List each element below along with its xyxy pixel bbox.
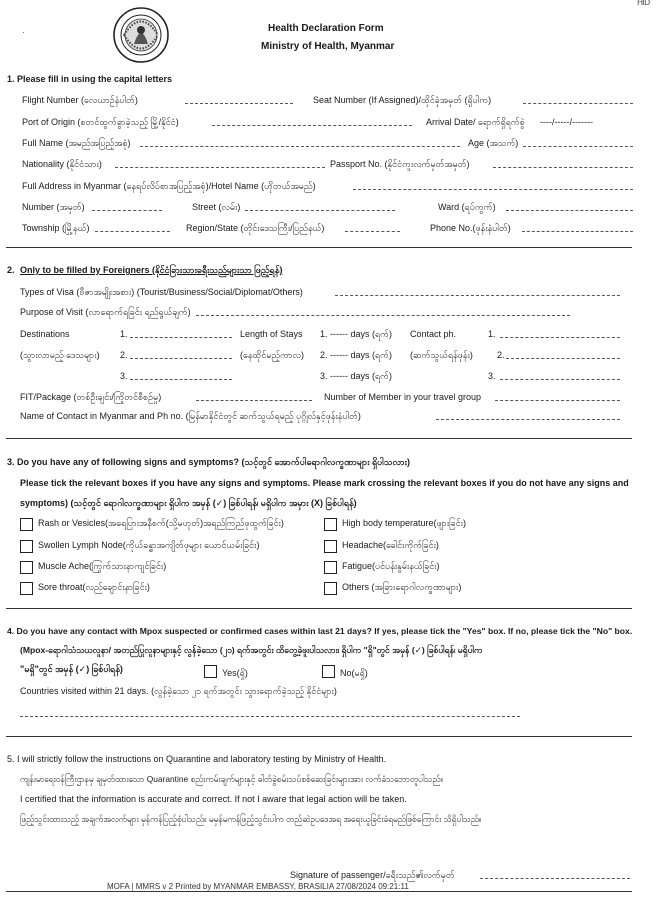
- checkbox-mpox-yes[interactable]: [204, 665, 217, 678]
- section-divider: [6, 736, 632, 737]
- full-name-label: Full Name (အမည်အပြည့်အစုံ): [22, 138, 131, 148]
- checkbox-muscle-ache[interactable]: [20, 561, 33, 574]
- footer-rule: [6, 891, 632, 892]
- section-4-heading: 4. Do you have any contact with Mpox suspected or confirmed cases within last 21 days? If yes, please tick the "Yes" box. If no, please tick the "No" box.: [7, 626, 633, 636]
- section-2-number: 2.: [7, 265, 15, 275]
- age-label: Age (အသက်): [468, 138, 519, 148]
- symptom-label: Swollen Lymph Node(ကိုယ်ခန္ဓာအကျိတ်ဖုများ ယောင်ယမ်းခြင်း): [38, 540, 260, 550]
- corner-mark: ᴴᴵᴰ: [637, 0, 650, 11]
- mpox-yes-label: Yes(ရှိ): [222, 668, 248, 678]
- declaration-line-3: I certified that the information is accurate and correct. If not I aware that legal action will be taken.: [20, 794, 407, 804]
- signature-label: Signature of passenger/ခရီးသည်၏လက်မှတ်: [290, 870, 455, 880]
- phone-no-label: Phone No.(ဖုန်းနံပါတ်): [430, 223, 511, 233]
- seat-number-label: Seat Number (If Assigned)/ထိုင်ခုံအမှတ် (ရှိပါက): [313, 95, 492, 105]
- section-divider: [6, 438, 632, 439]
- arrival-date-field[interactable]: ----/-----/-------: [540, 117, 593, 127]
- township-field[interactable]: [95, 231, 170, 232]
- symptom-label: Headache(ခေါင်းကိုက်ခြင်း): [342, 540, 439, 550]
- contact-2-label: 2.: [497, 350, 505, 360]
- signature-field[interactable]: [480, 878, 630, 879]
- flight-number-field[interactable]: [185, 103, 293, 104]
- destination-3-label: 3.: [120, 371, 128, 381]
- region-state-field[interactable]: [345, 231, 400, 232]
- destinations-label: Destinations: [20, 329, 70, 339]
- symptom-label: Rash or Vesicles(အရေပြားအနီစက်(သို့မဟုတ်)အရည်ကြည်ဖုထွက်ခြင်း): [38, 518, 284, 528]
- contact-2-field[interactable]: [506, 358, 620, 359]
- travel-group-members-field[interactable]: [495, 400, 620, 401]
- arrival-date-label: Arrival Date/ ရောက်ရှိရက်စွဲ: [426, 117, 525, 127]
- symptom-label: Muscle Ache(ကြွက်သားနာကျင်ခြင်း): [38, 561, 167, 571]
- checkbox-swollen-lymph-node[interactable]: [20, 540, 33, 553]
- destination-3-field[interactable]: [130, 379, 232, 380]
- contact-in-myanmar-label: Name of Contact in Myanmar and Ph no. (မြန်မာနိုင်ငံတွင် ဆက်သွယ်ရမည့် ပုဂ္ဂိုလ်နှင့်ဖုန်းနံပါတ်): [20, 411, 361, 421]
- checkbox-headache[interactable]: [324, 540, 337, 553]
- countries-visited-label: Countries visited within 21 days. (လွန်ခဲ့သော ၂၁ ရက်အတွင်း သွားရောက်ခဲ့သည့် နိုင်ငံများ): [20, 686, 337, 696]
- symptom-label: High body temperature(ဖျားခြင်း): [342, 518, 466, 528]
- purpose-of-visit-label: Purpose of Visit (လာရောက်ရခြင်း ရည်ရွယ်ချက်): [20, 307, 191, 317]
- ward-label: Ward (ရပ်ကွက်): [438, 202, 496, 212]
- length-of-stays-mm-label: (နေထိုင်မည့်ကာလ): [240, 350, 305, 360]
- stay-days-3[interactable]: 3. ------ days (ရက်): [320, 371, 392, 381]
- form-title: Health Declaration Form: [268, 23, 384, 34]
- nationality-label: Nationality (နိုင်ငံသား): [22, 159, 102, 169]
- left-mark: ·: [22, 27, 25, 37]
- port-of-origin-label: Port of Origin (စတင်ထွက်ခွာခဲ့သည့် မြို့/နိုင်ငံ): [22, 117, 179, 127]
- ministry-name: Ministry of Health, Myanmar: [261, 41, 395, 52]
- contact-ph-mm-label: (ဆက်သွယ်ရန်ဖုန်း): [410, 350, 473, 360]
- contact-in-myanmar-field[interactable]: [436, 419, 620, 420]
- destination-2-label: 2.: [120, 350, 128, 360]
- fit-package-field[interactable]: [196, 400, 312, 401]
- print-info: MOFA | MMRS v 2 Printed by MYANMAR EMBASSY, BRASILIA 27/08/2024 09:21:11: [107, 882, 409, 891]
- contact-1-field[interactable]: [500, 337, 620, 338]
- number-label: Number (အမှတ်): [22, 202, 85, 212]
- length-of-stays-label: Length of Stays: [240, 329, 303, 339]
- types-of-visa-field[interactable]: [335, 295, 620, 296]
- passport-no-label: Passport No. (နိုင်ငံကူးလက်မှတ်အမှတ်): [330, 159, 470, 169]
- checkbox-high-body-temperature[interactable]: [324, 518, 337, 531]
- full-name-field[interactable]: [140, 146, 460, 147]
- travel-group-members-label: Number of Member in your travel group: [324, 392, 482, 402]
- declaration-line-4: ဖြည့်သွင်းထားသည့် အချက်အလက်များ မှန်ကန်ပြည့်စုံပါသည်။ မမှန်မကန်ဖြည့်သွင်းပါက တည်ဆဲဥပဒေအရ အရေးယူခြင်းခံရမည်ဖြစ်ကြောင်း သိရှိပါသည်။: [20, 814, 482, 824]
- ministry-seal-logo: [112, 6, 170, 64]
- section-divider: [6, 608, 632, 609]
- passport-no-field[interactable]: [493, 167, 633, 168]
- contact-1-label: 1.: [488, 329, 496, 339]
- section-divider: [6, 247, 632, 248]
- mpox-mm-line-1: (Mpox-ရောဂါသံသယလူနာ/ အတည်ပြုလူနာများနှင့် လွန်ခဲ့သော (၂၁) ရက်အတွင်း ထိတွေ့ခဲ့ဖူးပါသလား၊ ရှိပါက "ရှိ"တွင် အမှန် (✓) ခြစ်ပါရန်၊ မရှိပါက: [20, 645, 483, 655]
- declaration-line-1: 5. I will strictly follow the instructions on Quarantine and laboratory testing by Ministry of Health.: [7, 754, 387, 764]
- section-1-heading: 1. Please fill in using the capital letters: [7, 74, 173, 84]
- mpox-mm-line-2: "မရှိ"တွင် အမှန် (✓) ခြစ်ပါရန်): [20, 664, 123, 674]
- countries-visited-field[interactable]: [20, 716, 520, 717]
- phone-no-field[interactable]: [522, 231, 633, 232]
- symptom-label: Fatigue(ပင်ပန်းနွမ်းနယ်ခြင်း): [342, 561, 440, 571]
- contact-ph-label: Contact ph.: [410, 329, 457, 339]
- symptom-label: Sore throat(လည်ချောင်းနာခြင်း): [38, 582, 150, 592]
- street-field[interactable]: [245, 210, 395, 211]
- flight-number-label: Flight Number (လေယာဉ်နံပါတ်): [22, 95, 138, 105]
- declaration-line-2: ကျန်းမာရေးဝန်ကြီးဌာနမှ ချမှတ်ထားသော Quarantine စည်းကမ်းချက်များနှင့် ဓါတ်ခွဲစမ်းသပ်စစ်ဆေးခြင်းများအား လက်ခံသဘောတူပါသည်။: [20, 774, 443, 784]
- checkbox-sore-throat[interactable]: [20, 582, 33, 595]
- contact-3-field[interactable]: [500, 379, 620, 380]
- checkbox-rash-or-vesicles[interactable]: [20, 518, 33, 531]
- mpox-no-label: No(မရှိ): [340, 668, 368, 678]
- stay-days-2[interactable]: 2. ------ days (ရက်): [320, 350, 392, 360]
- symptoms-instruction-2: symptoms) (သင့်တွင် ရောဂါလက္ခဏာများ ရှိပါက အမှန် (✓) ခြစ်ပါရန်၊ မရှိပါက အမှား (X) ခြစ်ပါရန်): [20, 498, 357, 508]
- checkbox-others[interactable]: [324, 582, 337, 595]
- checkbox-mpox-no[interactable]: [322, 665, 335, 678]
- full-address-label: Full Address in Myanmar (နေရပ်လိပ်စာအပြည့်အစုံ)/Hotel Name (ဟိုတယ်အမည်): [22, 181, 316, 191]
- seat-number-field[interactable]: [523, 103, 633, 104]
- symptom-label: Others (အခြားရောဂါလက္ခဏာများ): [342, 582, 462, 592]
- destinations-mm-label: (သွားလာမည့် ဒေသများ): [20, 350, 100, 360]
- types-of-visa-label: Types of Visa (ဗီဇာအမျိုးအစား) (Tourist/Business/Social/Diplomat/Others): [20, 287, 303, 297]
- full-address-field[interactable]: [353, 189, 633, 190]
- age-field[interactable]: [523, 146, 633, 147]
- ward-field[interactable]: [506, 210, 633, 211]
- fit-package-label: FIT/Package (တစ်ဦးချင်း/ကြိုတင်စီစဉ်မှု): [20, 392, 162, 402]
- destination-1-field[interactable]: [130, 337, 232, 338]
- checkbox-fatigue[interactable]: [324, 561, 337, 574]
- purpose-of-visit-field[interactable]: [196, 315, 570, 316]
- nationality-field[interactable]: [115, 167, 325, 168]
- township-label: Township (မြို့နယ်): [22, 223, 90, 233]
- number-field[interactable]: [92, 210, 162, 211]
- destination-2-field[interactable]: [130, 358, 232, 359]
- section-3-heading: 3. Do you have any of following signs and symptoms? (သင့်တွင် အောက်ပါရောဂါလက္ခဏာများ ရှိပါသလား): [7, 457, 410, 467]
- stay-days-1[interactable]: 1. ------ days (ရက်): [320, 329, 392, 339]
- region-state-label: Region/State (တိုင်းဒေသကြီး/ပြည်နယ်): [186, 223, 325, 233]
- destination-1-label: 1.: [120, 329, 128, 339]
- street-label: Street (လမ်း): [192, 202, 241, 212]
- port-of-origin-field[interactable]: [212, 125, 412, 126]
- contact-3-label: 3.: [488, 371, 496, 381]
- section-2-heading: Only to be filled by Foreigners (နိုင်ငံခြားသားခရီးသည်များသာ ဖြည့်ရန်): [20, 265, 283, 275]
- symptoms-instruction-1: Please tick the relevant boxes if you have any signs and symptoms. Please mark crossing the relevant boxes if you do not have any signs and: [20, 478, 629, 488]
